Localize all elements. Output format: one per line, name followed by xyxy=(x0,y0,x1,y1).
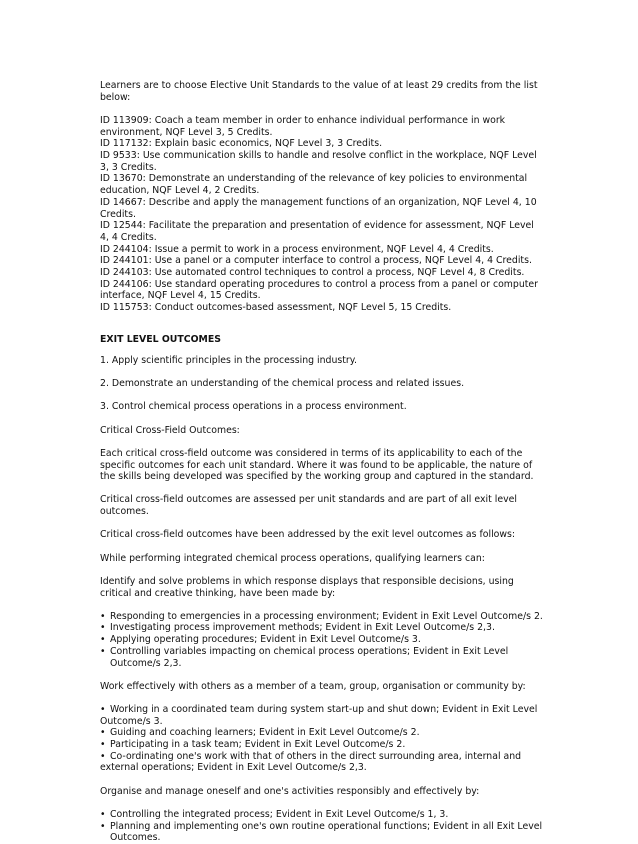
list-item xyxy=(100,751,545,774)
list-item: • Responding to emergencies in a processing environment; Evident in Exit Level Outcome/s 2. xyxy=(100,611,545,623)
identify-intro: Identify and solve problems in which response displays that responsible decisions, using critical and creative thinking, have been made by: xyxy=(100,575,514,599)
ccfo-paragraph: Critical cross-field outcomes are assessed per unit standards and are part of all exit level outcomes. xyxy=(100,494,517,518)
bullet-icon: • xyxy=(100,750,106,762)
ccfo-paragraph: Each critical cross-field outcome was considered in terms of its applicability to each of the specific outcomes for each unit standard. Where it was found to be applicable, the nature of the skills being developed was specified by the working group and captured in the standard. xyxy=(100,447,534,483)
ccfo-paragraph: While performing integrated chemical process operations, qualifying learners can: xyxy=(100,552,485,564)
list-item: • Planning and implementing one's own routine operational functions; Evident in all Exit Level Outcomes. xyxy=(100,821,545,844)
document-page xyxy=(100,80,545,844)
intro-text: Learners are to choose Elective Unit Standards to the value of at least 29 credits from the list below: xyxy=(100,80,538,103)
team-intro: Work effectively with others as a member of a team, group, organisation or community by: xyxy=(100,680,526,692)
unit-standard: ID 115753: Conduct outcomes-based assessment, NQF Level 5, 15 Credits. xyxy=(100,302,452,314)
unit-standard: ID 244103: Use automated control techniques to control a process, NQF Level 4, 8 Credits. xyxy=(100,267,525,279)
unit-standard: ID 12544: Facilitate the preparation and presentation of evidence for assessment, NQF Level 4, 4 Credits. xyxy=(100,220,534,243)
unit-standard: ID 9533: Use communication skills to handle and resolve conflict in the workplace, NQF Level 3, 3 Credits. xyxy=(100,150,537,173)
manage-list xyxy=(100,809,545,844)
list-item xyxy=(100,704,545,727)
exit-outcome: 3. Control chemical process operations in a process environment. xyxy=(100,401,407,413)
unit-standards-list xyxy=(100,115,545,314)
list-item: • Investigating process improvement methods; Evident in Exit Level Outcome/s 2,3. xyxy=(100,622,545,634)
unit-standard: ID 14667: Describe and apply the management functions of an organization, NQF Level 4, 10 Credits. xyxy=(100,196,537,220)
list-item: • Controlling variables impacting on chemical process operations; Evident in Exit Level Outcome/s 2,3. xyxy=(100,646,545,669)
unit-standard: ID 244106: Use standard operating procedures to control a process from a panel or computer interface, NQF Level 4, 15 Credits. xyxy=(100,278,539,302)
list-item-text: Co-ordinating one's work with that of others in the direct surrounding area, internal and external operations; Evident in Exit Level Outcome/s 2,3. xyxy=(100,750,522,774)
ccfo-paragraph: Critical cross-field outcomes have been addressed by the exit level outcomes as follows: xyxy=(100,529,516,541)
exit-outcome: 1. Apply scientific principles in the processing industry. xyxy=(100,355,357,367)
list-item: • Applying operating procedures; Evident in Exit Level Outcome/s 3. xyxy=(100,634,545,646)
identify-list xyxy=(100,611,545,670)
bullet-icon: • xyxy=(100,703,106,715)
unit-standard: ID 13670: Demonstrate an understanding of the relevance of key policies to environmental education, NQF Level 4, 2 Credits. xyxy=(100,173,528,197)
unit-standard: ID 244104: Issue a permit to work in a process environment, NQF Level 4, 4 Credits. xyxy=(100,243,494,255)
unit-standard: ID 244101: Use a panel or a computer interface to control a process, NQF Level 4, 4 Credits. xyxy=(100,255,532,267)
list-item: • Guiding and coaching learners; Evident in Exit Level Outcome/s 2. xyxy=(100,727,545,739)
list-item: • Participating in a task team; Evident in Exit Level Outcome/s 2. xyxy=(100,739,545,751)
list-item-text: Working in a coordinated team during system start-up and shut down; Evident in Exit Level Outcome/s 3. xyxy=(100,703,538,727)
list-item: • Controlling the integrated process; Evident in Exit Level Outcome/s 1, 3. xyxy=(100,809,545,821)
team-list xyxy=(100,704,545,774)
exit-outcome: 2. Demonstrate an understanding of the chemical process and related issues. xyxy=(100,378,465,390)
unit-standard: ID 113909: Coach a team member in order to enhance individual performance in work environment, NQF Level 3, 5 Credits. xyxy=(100,114,506,138)
section-heading: EXIT LEVEL OUTCOMES xyxy=(100,334,221,346)
unit-standard: ID 117132: Explain basic economics, NQF Level 3, 3 Credits. xyxy=(100,138,383,150)
ccfo-title: Critical Cross-Field Outcomes: xyxy=(100,424,240,436)
manage-intro: Organise and manage oneself and one's activities responsibly and effectively by: xyxy=(100,785,480,797)
